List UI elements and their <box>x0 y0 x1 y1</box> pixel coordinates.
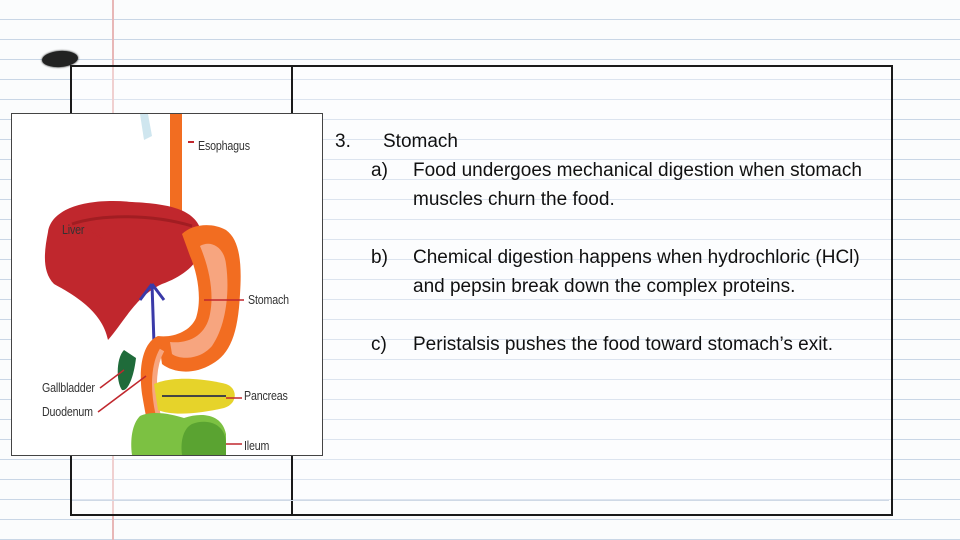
spacer <box>335 301 895 330</box>
ileum-label: Ileum <box>244 438 270 453</box>
section-title: Stomach <box>383 131 458 152</box>
frame-bottom-strip <box>72 500 889 513</box>
list-item <box>371 243 895 301</box>
stomach-label: Stomach <box>248 292 289 307</box>
gallbladder-label: Gallbladder <box>42 380 95 395</box>
section-number: 3. <box>335 131 351 152</box>
throat-shape <box>140 114 152 140</box>
liver-label: Liver <box>62 222 85 237</box>
spacer <box>335 214 895 243</box>
list-item-text: Food undergoes mechanical digestion when stomach muscles churn the food. <box>413 160 862 210</box>
stomach-notes <box>335 127 895 359</box>
bile-duct-shape <box>140 284 164 344</box>
list-marker: c) <box>371 334 387 355</box>
list-item-text: Chemical digestion happens when hydrochloric (HCl) and pepsin break down the complex proteins. <box>413 247 860 297</box>
esophagus-label: Esophagus <box>198 138 250 153</box>
list-item-text: Peristalsis pushes the food toward stomach’s exit. <box>413 334 833 355</box>
gallbladder-shape <box>118 350 136 390</box>
list-marker: b) <box>371 247 388 268</box>
duodenum-label: Duodenum <box>42 404 93 419</box>
pancreas-label: Pancreas <box>244 388 288 403</box>
list-marker: a) <box>371 160 388 181</box>
list-item <box>371 156 895 214</box>
list-item <box>371 330 895 359</box>
section-heading <box>335 127 895 156</box>
digestive-system-diagram <box>11 113 323 456</box>
